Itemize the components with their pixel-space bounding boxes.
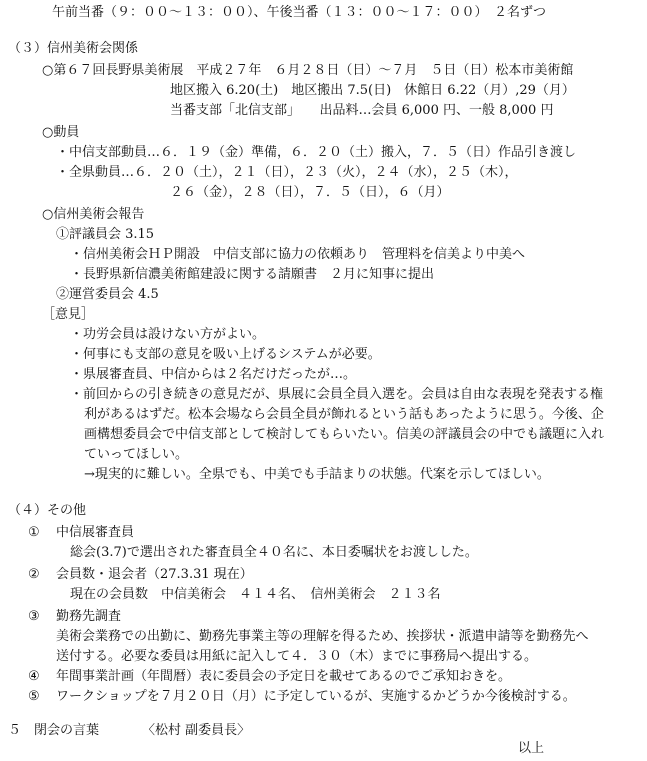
item-body: 送付する。必要な委員は用紙に記入して４．３０（木）までに事務局へ提出する。 bbox=[56, 649, 538, 664]
opinion-item: ・前回からの引き続きの意見だが、県展に会員全員入選を。会員は自由な表現を発表する権 bbox=[70, 387, 604, 402]
mobilization-heading: ○動員 bbox=[42, 125, 80, 140]
item-title: 勤務先調査 bbox=[56, 609, 122, 624]
duty-line: 午前当番（９：００〜１３：００）、午後当番（１３：００〜１７：００） ２名ずつ bbox=[52, 5, 547, 20]
section5-heading: ５ 閉会の言葉 bbox=[8, 723, 100, 738]
section3-heading: （３）信州美術会関係 bbox=[8, 41, 139, 56]
opinions-heading: ［意見］ bbox=[42, 307, 95, 322]
closing-mark: 以上 bbox=[518, 741, 545, 756]
item-number: ⑤ bbox=[28, 689, 40, 704]
mobilization-chushin: ・中信支部動員…６．１９（金）準備，６．２０（土）搬入，７．５（日）作品引き渡し bbox=[56, 145, 577, 160]
mobilization-allpref-1: ・全県動員…６．２０（土），２１（日），２３（火），２４（水），２５（木）， bbox=[56, 165, 518, 180]
item-body: 現在の会員数 中信美術会 ４１４名、 信州美術会 ２１３名 bbox=[70, 587, 441, 602]
exhibition-line-1: ○第６７回長野県美術展 平成２７年 ６月２８日（日）〜７月 ５日（日）松本市美術館 bbox=[42, 63, 574, 78]
item-title: 会員数・退会者（27.3.31 現在） bbox=[56, 567, 253, 582]
council-item: ・信州美術会ＨＰ開設 中信支部に協力の依頼あり 管理料を信美より中美へ bbox=[70, 247, 526, 262]
exhibition-line-3: 当番支部「北信支部」 出品料…会員 6,000 円、一般 8,000 円 bbox=[170, 103, 554, 118]
report-heading: ○信州美術会報告 bbox=[42, 207, 145, 222]
opinion-item-continued: 画構想委員会で中信支部として検討してもらいたい。信美の評議員会の中でも議題に入れ bbox=[84, 427, 605, 442]
closing-speaker: 〈松村 副委員長〉 bbox=[142, 723, 251, 738]
item-title: ワークショップを７月２０日（月）に予定しているが、実施するかどうか今後検討する。 bbox=[56, 689, 576, 704]
opinion-item: ・功労会員は設けない方がよい。 bbox=[70, 327, 266, 342]
opinion-response: →現実的に難しい。全県でも、中美でも手詰まりの状態。代案を示してほしい。 bbox=[84, 467, 550, 482]
section4-heading: （４）その他 bbox=[8, 503, 87, 518]
item-number: ③ bbox=[28, 609, 40, 624]
exhibition-line-2: 地区搬入 6.20(土) 地区搬出 7.5(日) 休館日 6.22（月）,29（月） bbox=[170, 83, 575, 98]
council-line: ①評議員会 3.15 bbox=[56, 227, 155, 242]
opinion-item-continued: ていってほしい。 bbox=[84, 447, 189, 462]
opinion-item: ・何事にも支部の意見を吸い上げるシステムが必要。 bbox=[70, 347, 381, 362]
mobilization-allpref-2: ２６（金），２８（日），７．５（日），６（月） bbox=[170, 185, 450, 200]
council-item: ・長野県新信濃美術館建設に関する請願書 ２月に知事に提出 bbox=[70, 267, 435, 282]
item-number: ① bbox=[28, 525, 40, 540]
item-number: ④ bbox=[28, 669, 40, 684]
item-body: 美術会業務での出勤に、勤務先事業主等の理解を得るため、挨拶状・派遣申請等を勤務先へ bbox=[56, 629, 589, 644]
item-number: ② bbox=[28, 567, 40, 582]
steering-line: ②運営委員会 4.5 bbox=[56, 287, 159, 302]
item-body: 総会(3.7)で選出された審査員全４０名に、本日委嘱状をお渡しした。 bbox=[70, 545, 478, 560]
item-title: 年間事業計画（年間暦）表に委員会の予定日を載せてあるのでご承知おきを。 bbox=[56, 669, 512, 684]
opinion-item-continued: 利があるはずだ。松本会場なら会員全員が飾れるという話もあったように思う。今後、企 bbox=[84, 407, 604, 422]
item-title: 中信展審査員 bbox=[56, 525, 135, 540]
opinion-item: ・県展審査員、中信からは２名だけだったが…。 bbox=[70, 367, 357, 382]
